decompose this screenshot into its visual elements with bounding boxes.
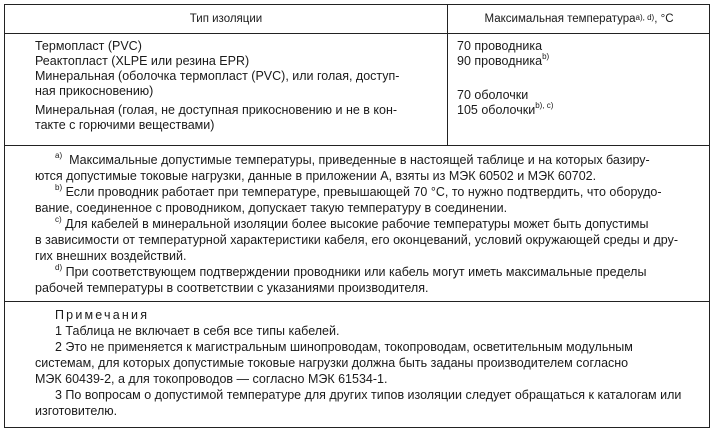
- note-3-line1: 3 По вопросам о допустимой температуре для других типов изоляции следует обращаться к каталогам или: [55, 388, 682, 402]
- column-header-max-temperature: Максимальная температура $^{a), d)}$ , °C: [484, 13, 674, 25]
- footnote-a-text1: Максимальные допустимые температуры, приведенные в настоящей таблице и на которых базиру-: [69, 153, 650, 167]
- row-temp-thermoplastic-value: 70 проводника: [457, 39, 543, 53]
- row-temp-mineral-bare-value: 105 оболочки: [457, 103, 536, 117]
- note-2-line1: 2 Это не применяется к магистральным шинопроводам, токопроводам, осветительным модульным: [55, 340, 633, 354]
- footnote-c-line1: [55, 214, 649, 233]
- body-divider: [5, 145, 709, 146]
- footnote-b-mark: b): [55, 182, 63, 192]
- footnote-d-text1: При соответствующем подтверждении проводники или кабель могут иметь максимальные пределы: [65, 265, 647, 279]
- row-temp-mineral-bare: [457, 100, 554, 118]
- footnote-d-mark: d): [55, 262, 63, 272]
- footnote-d-line1: [55, 262, 647, 281]
- note-2-line3: МЭК 60439-2, а для токопроводов — согласно МЭК 61534-1.: [35, 372, 388, 386]
- row-temp-thermoset: [457, 51, 550, 69]
- footnote-divider: [5, 301, 709, 302]
- footnote-c-mark: c): [55, 214, 62, 224]
- footnote-a-mark: a): [55, 150, 63, 160]
- row-temp-mineral-sheathed: [457, 88, 528, 103]
- notes-title: Примечания: [55, 308, 150, 322]
- row-temp-mineral-bare-footnote: b), c): [535, 100, 554, 110]
- note-3-line2: изготовителю.: [35, 404, 118, 418]
- footnote-b-text1: Если проводник работает при температуре, превышающей 70 °C, то нужно подтвердить, что оборудо-: [65, 185, 662, 199]
- column-header-max-temperature-label: Максимальная температура: [484, 13, 636, 25]
- row-type-mineral-sheathed-line2: ная прикосновению): [35, 84, 154, 98]
- row-temp-mineral-sheathed-value: 70 оболочки: [457, 88, 529, 102]
- column-header-unit: , °C: [654, 13, 674, 25]
- header-divider: [5, 33, 709, 34]
- footnote-c-line2: в зависимости от температурной характеристики кабеля, его оконцеваний, условий окружающей среды и дру-: [35, 233, 679, 247]
- row-type-thermoset: Реактопласт (XLPE или резина EPR): [35, 54, 250, 68]
- footnote-c-line3: гих внешних воздействий.: [35, 249, 187, 263]
- footnote-a-line2: ются допустимые токовые нагрузки, данные в приложении А, взяты из МЭК 60502 и МЭК 60702.: [35, 169, 597, 183]
- footnote-d-line2: рабочей температуры в соответствии с указаниями производителя.: [35, 281, 429, 295]
- row-type-mineral-sheathed-line1: Минеральная (оболочка термопласт (PVC), или голая, доступ-: [35, 69, 400, 83]
- footnote-b-line1: [55, 182, 662, 201]
- footnote-a-line1: [55, 150, 650, 169]
- row-temp-thermoplastic: [457, 39, 542, 54]
- note-1: 1 Таблица не включает в себя все типы кабелей.: [55, 324, 340, 338]
- footnote-c-text1: Для кабелей в минеральной изоляции более высокие рабочие температуры может быть допустимы: [65, 217, 649, 231]
- insulation-temperature-table: [4, 4, 710, 428]
- row-temp-thermoset-footnote: b): [542, 51, 550, 61]
- column-header-insulation-type: [5, 5, 447, 33]
- note-2-line2: системам, для которых допустимые токовые нагрузки должна быть заданы производителем согласно: [35, 356, 629, 370]
- row-type-mineral-bare-line1: Минеральная (голая, не доступная прикосновению и не в кон-: [35, 103, 398, 117]
- row-type-thermoplastic: Термопласт (PVC): [35, 39, 142, 53]
- column-header-insulation-type-label: Тип изоляции: [189, 13, 263, 25]
- footnote-b-line2: вание, соединенное с проводником, допускает такую температуру в соединении.: [35, 201, 508, 215]
- row-type-mineral-bare-line2: такте с горючими веществами): [35, 118, 215, 132]
- row-temp-thermoset-value: 90 проводника: [457, 54, 543, 68]
